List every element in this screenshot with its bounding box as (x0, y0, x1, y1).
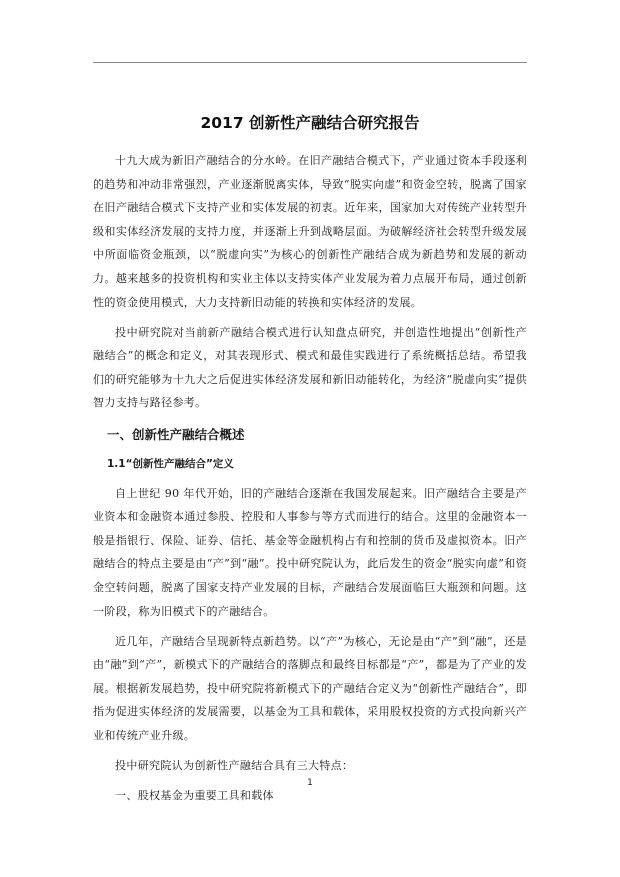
definition-paragraph-3: 投中研究院认为创新性产融结合具有三大特点： (115, 759, 354, 773)
subsection-heading-definition: 1.1“创新性产融结合”定义 (107, 457, 234, 470)
feature-item-1: 一、股权基金为重要工具和载体 (115, 789, 274, 803)
definition-paragraph-1: 自上世纪 90 年代开始，旧的产融结合逐渐在我国发展起来。旧产融结合主要是产业资本和金融资本通过参股、控股和人事参与等方式而进行的结合。这里的金融资本一般是指银行、保险、证券、信托、基金等金融机构占有和控制的货币及虚拟资本。旧产融结合的特点主要是由“产”到“融”。投中研究院认为，此后发生的资金“脱实向虚”和资金空转问题，脱离了国家支持产业发展的目标，产融结合发展面临巨大瓶颈和问题。这一阶段，称为旧模式下的产融结合。 (93, 486, 527, 618)
section-heading-overview: 一、创新性产融结合概述 (107, 426, 245, 442)
definition-paragraph-2: 近几年，产融结合呈现新特点新趋势。以“产”为核心，无论是由“产”到“融”，还是由“融”到“产”，新模式下的产融结合的落脚点和最终目标都是“产”，都是为了产业的发展。根据新发展趋势，投中研究院将新模式下的产融结合定义为“创新性产融结合”，即指为促进实体经济的发展需要，以基金为工具和载体，采用股权投资的方式投向新兴产业和传统产业升级。 (93, 634, 527, 742)
intro-paragraph-2: 投中研究院对当前新产融结合模式进行认知盘点研究，并创造性地提出“创新性产融结合”的概念和定义，对其表现形式、模式和最佳实践进行了系统概括总结。希望我们的研究能够为十九大之后促进实体经济发展和新旧动能转化，为经济“脱虚向实”提供智力支持与路径参考。 (93, 325, 527, 410)
document-body (93, 149, 527, 807)
page-number: 1 (307, 778, 313, 788)
intro-paragraph-1: 十九大成为新旧产融结合的分水岭。在旧产融结合模式下，产业通过资本手段逐利的趋势和冲动非常强烈，产业逐渐脱离实体，导致“脱实向虚”和资金空转，脱离了国家在旧产融结合模式下支持产业和实体发展的初衷。近年来，国家加大对传统产业转型升级和实体经济发展的支持力度，并逐渐上升到战略层面。为破解经济社会转型升级发展中所面临资金瓶颈，以“脱虚向实”为核心的创新性产融结合成为新趋势和发展的新动力。越来越多的投资机构和实业主体以支持实体产业发展为着力点展开布局，通过创新性的资金使用模式，大力支持新旧动能的转换和实体经济的发展。 (93, 154, 527, 309)
page-title: 2017 创新性产融结合研究报告 (200, 114, 420, 132)
header-rule (93, 62, 527, 63)
